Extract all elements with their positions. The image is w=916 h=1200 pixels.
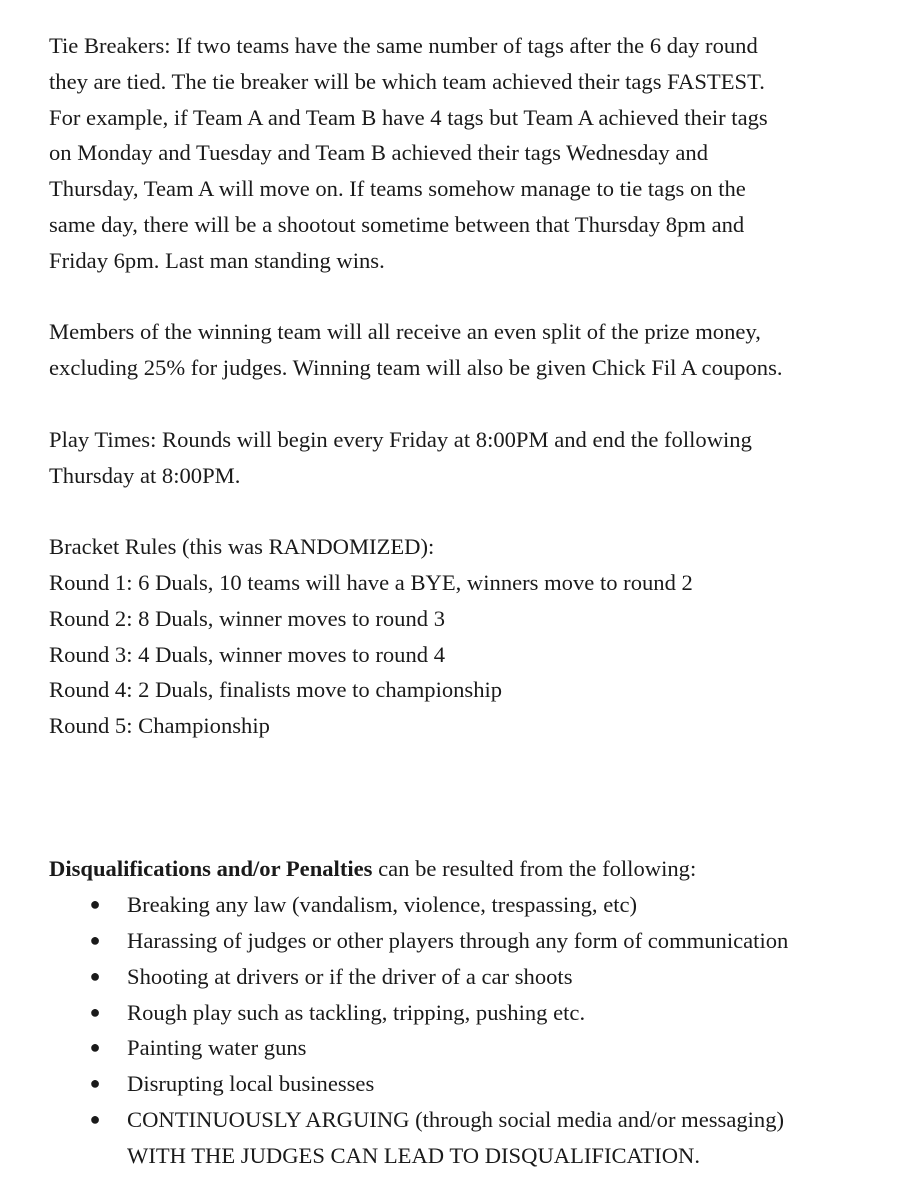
tie-breakers-paragraph	[49, 28, 899, 279]
list-item-text: Shooting at drivers or if the driver of a car shoots	[127, 963, 573, 989]
list-item-text: Rough play such as tackling, tripping, pushing etc.	[127, 999, 586, 1025]
paragraph-line: Tie Breakers: If two teams have the same number of tags after the 6 day round	[49, 33, 758, 58]
paragraph-line: Friday 6pm. Last man standing wins.	[49, 247, 385, 273]
list-item	[49, 923, 899, 959]
section-spacer	[49, 744, 899, 851]
list-item-text: Harassing of judges or other players through any form of communication	[127, 927, 789, 953]
list-item-text: WITH THE JUDGES CAN LEAD TO DISQUALIFICATION.	[127, 1142, 700, 1168]
bracket-round-line: Round 1: 6 Duals, 10 teams will have a BYE, winners move to round 2	[49, 569, 693, 595]
bracket-round-line: Round 4: 2 Duals, finalists move to championship	[49, 677, 503, 703]
paragraph-line: excluding 25% for judges. Winning team will also be given Chick Fil A coupons.	[49, 355, 783, 381]
bracket-round-line: Round 2: 8 Duals, winner moves to round 3	[49, 605, 445, 631]
paragraph-spacer	[49, 386, 899, 422]
disqualifications-section	[49, 851, 899, 1173]
bullet-icon: ●	[89, 1108, 101, 1129]
document-page	[49, 28, 899, 1174]
bracket-round-line: Round 5: Championship	[49, 713, 270, 739]
paragraph-line: they are tied. The tie breaker will be which team achieved their tags FASTEST.	[49, 68, 765, 94]
bracket-round-line: Round 3: 4 Duals, winner moves to round 4	[49, 641, 445, 667]
disqualifications-heading-rest: can be resulted from the following:	[372, 856, 697, 882]
bracket-rules-heading: Bracket Rules (this was RANDOMIZED):	[49, 534, 435, 560]
paragraph-spacer	[49, 493, 899, 529]
list-item-text: Disrupting local businesses	[127, 1071, 375, 1097]
list-item-text: CONTINUOUSLY ARGUING (through social media and/or messaging)	[127, 1106, 785, 1132]
bullet-icon: ●	[89, 1073, 101, 1094]
disqualifications-heading-bold: Disqualifications and/or Penalties	[49, 856, 373, 882]
list-item	[49, 959, 899, 995]
play-times-paragraph	[49, 422, 899, 494]
bullet-icon: ●	[89, 1001, 101, 1022]
disqualifications-heading	[49, 851, 899, 887]
paragraph-line: For example, if Team A and Team B have 4 tags but Team A achieved their tags	[49, 104, 768, 130]
list-item	[49, 887, 899, 923]
disqualifications-list	[49, 887, 899, 1173]
paragraph-line: Thursday, Team A will move on. If teams somehow manage to tie tags on the	[49, 176, 746, 202]
list-item	[49, 995, 899, 1031]
list-item	[49, 1102, 899, 1174]
list-item-text: Painting water guns	[127, 1035, 307, 1061]
bracket-rules-section	[49, 529, 899, 744]
bullet-icon: ●	[89, 1037, 101, 1058]
paragraph-line: Play Times: Rounds will begin every Friday at 8:00PM and end the following	[49, 426, 752, 452]
paragraph-spacer	[49, 279, 899, 315]
list-item	[49, 1030, 899, 1066]
paragraph-line: Thursday at 8:00PM.	[49, 462, 241, 488]
paragraph-line: on Monday and Tuesday and Team B achieved their tags Wednesday and	[49, 140, 709, 166]
list-item	[49, 1066, 899, 1102]
paragraph-line: same day, there will be a shootout sometime between that Thursday 8pm and	[49, 211, 745, 237]
list-item-text: Breaking any law (vandalism, violence, trespassing, etc)	[127, 892, 638, 918]
bullet-icon: ●	[89, 929, 101, 950]
paragraph-line: Members of the winning team will all receive an even split of the prize money,	[49, 319, 761, 345]
bullet-icon: ●	[89, 965, 101, 986]
prize-paragraph	[49, 314, 899, 386]
bullet-icon: ●	[89, 894, 101, 915]
